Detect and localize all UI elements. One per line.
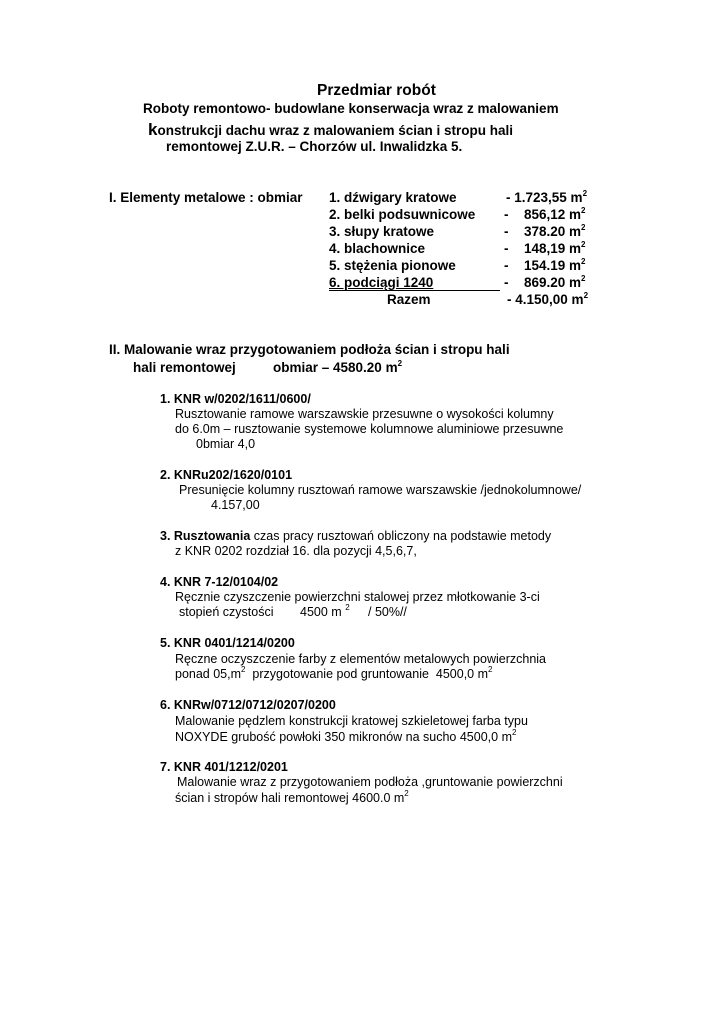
item-6-head: 6. KNRw/0712/0712/0207/0200 <box>160 698 336 712</box>
item-4-line-1: Ręcznie czyszczenie powierzchni stalowej przez młotkowanie 3-ci <box>175 590 540 604</box>
section-1-label: I. Elementy metalowe : obmiar <box>109 190 303 205</box>
item-2-head: 2. KNRu202/1620/0101 <box>160 468 293 482</box>
subtitle-line-2 <box>148 120 513 140</box>
item-2-line-1: Presunięcie kolumny rusztowań ramowe warszawskie /jednokolumnowe/ <box>179 483 582 497</box>
item-4-line-2b: 4500 m $^2$ <box>300 602 350 619</box>
section-2-line-2a: hali remontowej <box>133 360 236 375</box>
total-value: - 4.150,00 $m^2$ <box>507 290 589 307</box>
section-2-line-1: II. Malowanie wraz przygotowaniem podłoża ścian i stropu hali <box>109 342 510 357</box>
s1-item-name: 1. dźwigary kratowe <box>329 190 457 205</box>
s1-item-name: 2. belki podsuwnicowe <box>329 207 476 222</box>
s1-item-value: 869.20 $m^2$ <box>524 273 586 290</box>
item-7-line-1: Malowanie wraz z przygotowaniem podłoża ,gruntowanie powierzchni <box>177 775 563 789</box>
s1-item-dash: - <box>504 224 509 239</box>
document-title: Przedmiar robót <box>317 82 436 99</box>
s1-item-value: - 1.723,55 $m^2$ <box>506 188 588 205</box>
item-3-head: 3. Rusztowania czas pracy rusztowań obliczony na podstawie metody <box>160 529 552 543</box>
s1-item-dash: - <box>504 241 509 256</box>
subtitle-line-1: Roboty remontowo- budowlane konserwacja wraz z malowaniem <box>143 101 559 116</box>
item-1-line-3: 0bmiar 4,0 <box>196 437 256 451</box>
item-4-head: 4. KNR 7-12/0104/02 <box>160 575 279 589</box>
item-1-line-2: do 6.0m – rusztowanie systemowe kolumnowe aluminiowe przesuwne <box>175 422 564 436</box>
item-6-line-2: NOXYDE grubość powłoki 350 mikronów na sucho 4500,0 $m^2$ <box>175 727 517 744</box>
s1-item-value: 148,19 $m^2$ <box>524 239 586 256</box>
item-4-line-2c: / 50%// <box>368 605 407 619</box>
s1-item-name: 6. podciągi 1240 <box>329 275 434 290</box>
s1-item-value: 856,12 $m^2$ <box>524 205 586 222</box>
subtitle-line-2-text: onstrukcji dachu wraz z malowaniem ścian i stropu hali <box>157 123 514 138</box>
item-2-line-2: 4.157,00 <box>211 498 260 512</box>
item-1-head: 1. KNR w/0202/1611/0600/ <box>160 392 311 406</box>
item-6-line-1: Malowanie pędzlem konstrukcji kratowej szkieletowej farba typu <box>175 714 528 728</box>
s1-item-name: 5. stężenia pionowe <box>329 258 456 273</box>
s1-item-name: 4. blachownice <box>329 241 426 256</box>
item-4-line-2a: stopień czystości <box>179 605 274 619</box>
s1-item-dash: - <box>504 275 509 290</box>
section-2-line-2b: obmiar – 4580.20 $m^2$ <box>273 358 403 375</box>
item-7-line-2: ścian i stropów hali remontowej 4600.0 $m^2$ <box>175 788 409 805</box>
item-5-head: 5. KNR 0401/1214/0200 <box>160 636 295 650</box>
s1-item-value: 154.19 $m^2$ <box>524 256 586 273</box>
s1-item-dash: - <box>504 258 509 273</box>
s1-underline <box>329 290 500 291</box>
item-5-line-1: Ręczne oczyszczenie farby z elementów metalowych powierzchnia <box>175 652 546 666</box>
s1-item-dash: - <box>504 207 509 222</box>
item-3-line-1: z KNR 0202 rozdział 16. dla pozycji 4,5,6,7, <box>175 544 417 558</box>
total-label: Razem <box>387 292 431 307</box>
subtitle-line-3: remontowej Z.U.R. – Chorzów ul. Inwalidzka 5. <box>166 139 463 154</box>
item-5-line-2: ponad $05,m^2$ przygotowanie pod gruntowanie 4500,0 $m^2$ <box>175 664 493 681</box>
subtitle-first-letter: k <box>148 120 158 139</box>
item-1-line-1: Rusztowanie ramowe warszawskie przesuwne o wysokości kolumny <box>175 407 554 421</box>
s1-item-name: 3. słupy kratowe <box>329 224 435 239</box>
s1-item-value: 378.20 $m^2$ <box>524 222 586 239</box>
item-7-head: 7. KNR 401/1212/0201 <box>160 760 288 774</box>
